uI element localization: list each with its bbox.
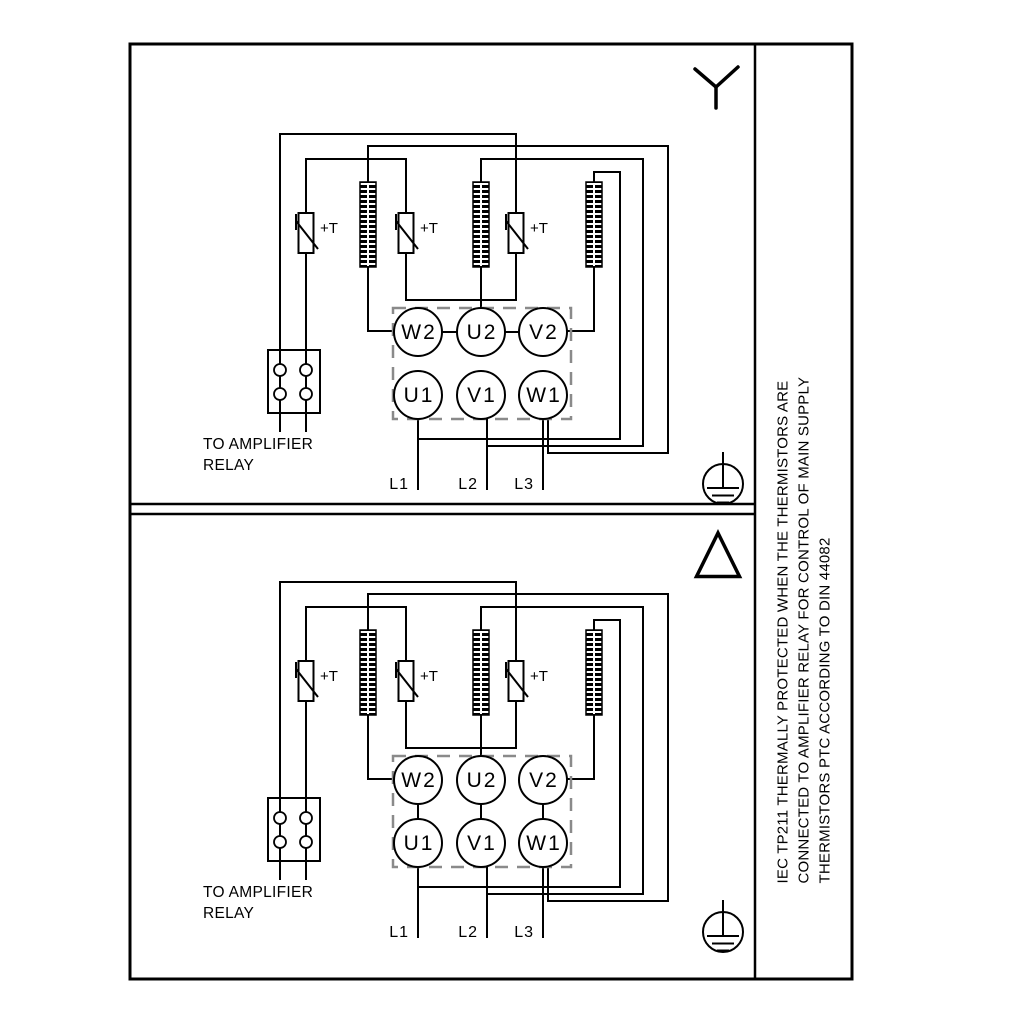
supply-label-l2: L2 <box>458 476 478 493</box>
wire-winding1-bottom-to-w2 <box>368 267 395 331</box>
delta-connection-icon <box>697 533 740 577</box>
amplifier-relay-block <box>268 350 320 413</box>
terminal-label-w2: W2 <box>401 321 437 344</box>
motor-winding-3 <box>586 182 602 267</box>
star-connection-icon <box>695 67 738 108</box>
note-line-2: CONNECTED TO AMPLIFIER RELAY FOR CONTROL OF MAIN SUPPLY <box>795 376 813 884</box>
motor-circuit <box>203 134 743 504</box>
ptc-thermistors <box>296 213 548 253</box>
terminal-label-v2: V2 <box>529 321 559 344</box>
supply-label-l1: L1 <box>389 476 409 493</box>
wire-thermistor1-thermistor2 <box>306 159 406 213</box>
relay-caption-line1: TO AMPLIFIER <box>203 436 314 453</box>
terminal-label-u1: U1 <box>403 384 435 407</box>
note-line-3: THERMISTORS PTC ACCORDING TO DIN 44082 <box>816 537 834 884</box>
note-block <box>773 376 836 884</box>
relay-caption <box>203 436 313 474</box>
thermistor-label: +T <box>420 220 438 237</box>
motor-winding-2 <box>473 182 489 267</box>
wire-thermistor2-thermistor3 <box>406 253 516 300</box>
relay-terminal-circle <box>274 388 286 400</box>
relay-terminal-circle <box>300 388 312 400</box>
terminal-label-v1: V1 <box>467 384 497 407</box>
thermistor-label: +T <box>530 220 548 237</box>
supply-label-l3: L3 <box>514 476 534 493</box>
terminal-label-u2: U2 <box>466 321 498 344</box>
relay-terminal-circle <box>274 364 286 376</box>
ptc-thermistor-1 <box>296 213 338 253</box>
thermistor-label: +T <box>320 220 338 237</box>
ptc-thermistor-2 <box>396 213 438 253</box>
relay-box <box>268 350 320 413</box>
ptc-thermistor-3 <box>506 213 548 253</box>
note-line-1: IEC TP211 THERMALLY PROTECTED WHEN THE THERMISTORS ARE <box>774 380 792 884</box>
relay-terminal-circle <box>300 364 312 376</box>
delta-panel-circuit <box>203 582 743 952</box>
terminal-board <box>393 308 571 419</box>
terminal-label-w1: W1 <box>526 384 562 407</box>
wire-winding3-bottom-to-v2 <box>566 267 594 331</box>
protective-earth-icon <box>703 452 743 504</box>
relay-caption-line2: RELAY <box>203 457 255 474</box>
supply-labels <box>389 476 534 493</box>
motor-winding-1 <box>360 182 376 267</box>
